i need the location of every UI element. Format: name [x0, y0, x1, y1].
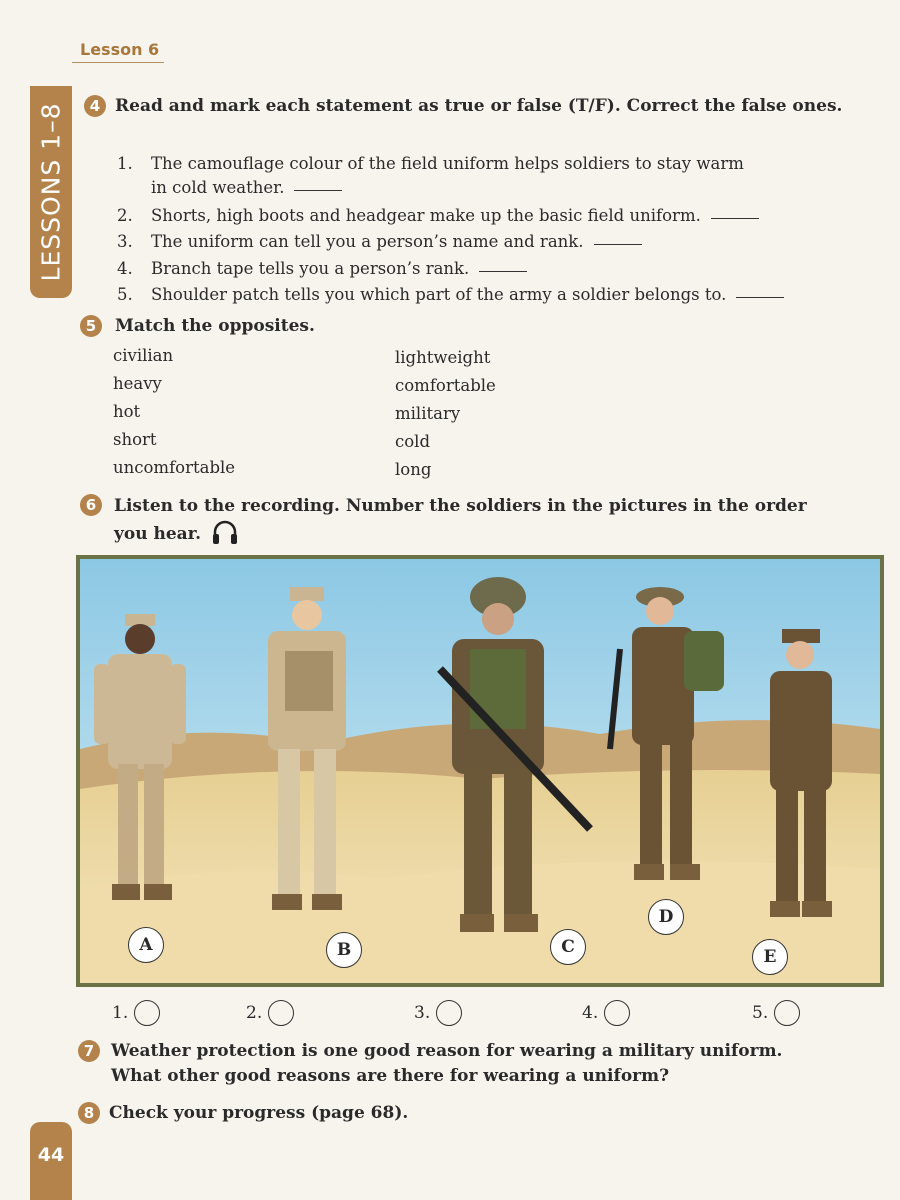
soldier-label-b: B [326, 932, 362, 968]
answer-circle[interactable] [268, 1000, 294, 1026]
match-left-uncomfortable: uncomfortable [113, 458, 236, 477]
task7-line1: Weather protection is one good reason for wearing a military uniform. [111, 1041, 783, 1061]
task8-text: Check your progress (page 68). [109, 1103, 409, 1123]
answer-blank[interactable] [736, 297, 784, 298]
match-right-comfortable: comfortable [395, 376, 496, 395]
answer-circle[interactable] [134, 1000, 160, 1026]
task6-number-badge: 6 [80, 494, 102, 516]
statement-number: 5. [117, 285, 133, 304]
page-number-tab [30, 1122, 72, 1200]
answer-circle[interactable] [604, 1000, 630, 1026]
match-right-military: military [395, 404, 461, 423]
soldier-label-c: C [550, 929, 586, 965]
task8-number-badge: 8 [78, 1102, 100, 1124]
task4-statement-5 [117, 283, 784, 307]
answer-blank[interactable] [294, 190, 342, 191]
answer-blank[interactable] [479, 271, 527, 272]
answer-circle[interactable] [436, 1000, 462, 1026]
statement-text: in cold weather. [151, 178, 285, 197]
statement-text: Branch tape tells you a person’s rank. [151, 259, 470, 278]
task4-number-badge: 4 [84, 95, 106, 117]
task4-statement-3 [117, 230, 642, 254]
soldier-label-e: E [752, 939, 788, 975]
lesson-label: Lesson 6 [80, 40, 160, 59]
soldier-label-a: A [128, 927, 164, 963]
match-right-long: long [395, 460, 432, 479]
answer-slot-number: 3. [414, 1003, 431, 1023]
statement-number: 2. [117, 206, 133, 225]
task6-instruction-line2 [114, 519, 239, 552]
task7-number-badge: 7 [78, 1040, 100, 1062]
statement-number: 4. [117, 259, 133, 278]
side-tab-label: LESSONS 1–8 [36, 102, 66, 282]
task7-line2: What other good reasons are there for wearing a uniform? [111, 1066, 670, 1086]
answer-blank[interactable] [594, 244, 642, 245]
match-left-civilian: civilian [113, 346, 174, 365]
headphones-icon[interactable] [211, 519, 239, 552]
task4-statement-4 [117, 257, 527, 281]
task4-statement-2 [117, 204, 759, 228]
side-tab [30, 86, 72, 298]
answer-slot-2 [246, 1000, 294, 1026]
statement-text: Shorts, high boots and headgear make up the basic field uniform. [151, 206, 701, 225]
statement-number: 1. [117, 154, 133, 173]
soldier-label-d: D [648, 899, 684, 935]
task4-instruction: Read and mark each statement as true or false (T/F). Correct the false ones. [115, 96, 843, 116]
statement-text: Shoulder patch tells you which part of the army a soldier belongs to. [151, 285, 727, 304]
statement-text: The uniform can tell you a person’s name and rank. [151, 232, 584, 251]
answer-slot-number: 1. [112, 1003, 129, 1023]
answer-blank[interactable] [711, 218, 759, 219]
soldiers-illustration [76, 555, 884, 987]
answer-slot-5 [752, 1000, 800, 1026]
match-right-cold: cold [395, 432, 431, 451]
task5-number-badge: 5 [80, 315, 102, 337]
answer-slot-3 [414, 1000, 462, 1026]
task4-statement-1 [117, 152, 744, 176]
answer-slot-number: 4. [582, 1003, 599, 1023]
page-number: 44 [37, 1144, 65, 1166]
answer-slot-4 [582, 1000, 630, 1026]
soldiers-scene [80, 559, 880, 983]
match-left-hot: hot [113, 402, 141, 421]
match-right-lightweight: lightweight [395, 348, 491, 367]
task6-instruction-text: you hear. [114, 524, 202, 544]
statement-number: 3. [117, 232, 133, 251]
answer-slot-number: 5. [752, 1003, 769, 1023]
match-left-heavy: heavy [113, 374, 162, 393]
task5-instruction: Match the opposites. [115, 316, 315, 336]
answer-slot-number: 2. [246, 1003, 263, 1023]
match-left-short: short [113, 430, 157, 449]
task4-statement-1-cont [151, 176, 342, 200]
task6-instruction-line1: Listen to the recording. Number the soldiers in the pictures in the order [114, 496, 807, 516]
lesson-underline [72, 62, 164, 63]
answer-slot-1 [112, 1000, 160, 1026]
statement-text: The camouflage colour of the field uniform helps soldiers to stay warm [151, 154, 744, 173]
answer-circle[interactable] [774, 1000, 800, 1026]
